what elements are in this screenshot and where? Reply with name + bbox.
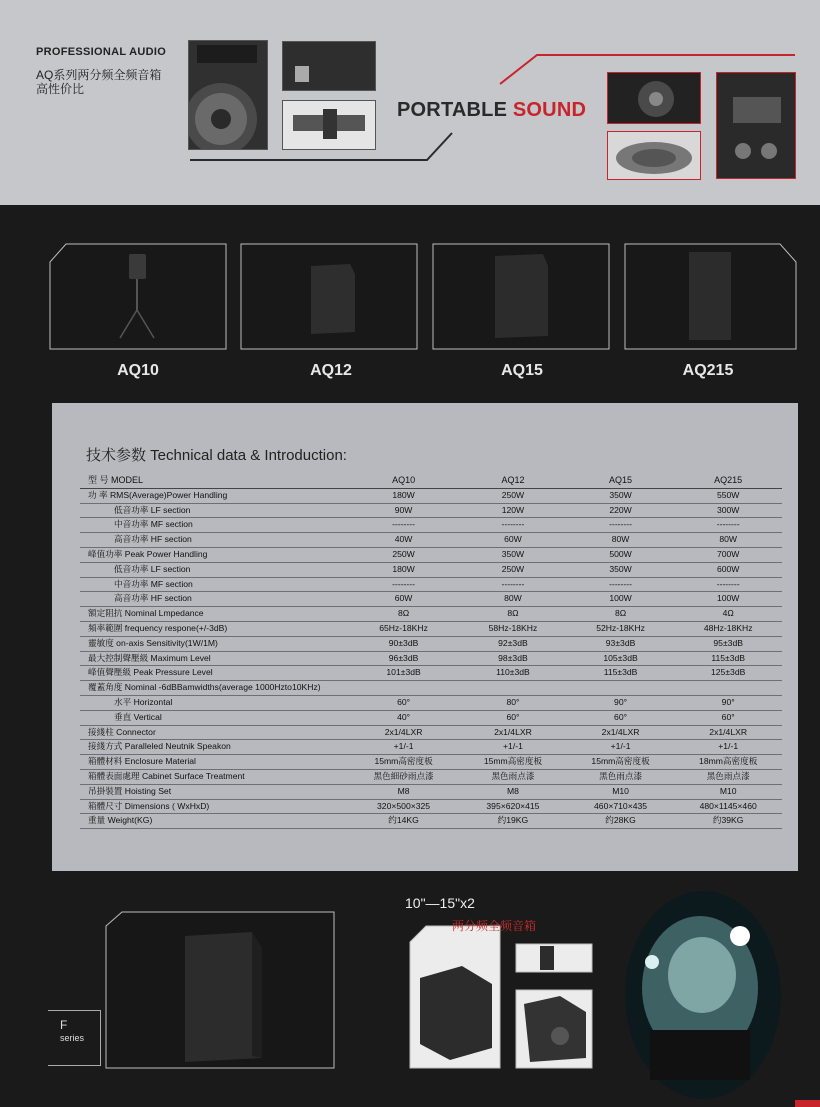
spec-cell: 80W	[674, 533, 782, 548]
spec-row-label: 低音功率 LF section	[80, 562, 348, 577]
spec-cell: 125±3dB	[674, 666, 782, 681]
spec-cell: 600W	[674, 562, 782, 577]
spec-row	[80, 547, 782, 562]
spec-row-label: 最大控制聲壓級 Maximum Level	[80, 651, 348, 666]
spec-row-label: 水平 Horizontal	[80, 695, 348, 710]
spec-cell: 90W	[348, 503, 459, 518]
spec-cell: 约14KG	[348, 814, 459, 829]
spec-row	[80, 636, 782, 651]
product-label-aq215: AQ215	[682, 362, 734, 379]
series-word: series	[60, 1033, 85, 1043]
spec-cell: 黑色雨点漆	[674, 769, 782, 784]
spec-cell: 96±3dB	[348, 651, 459, 666]
spec-cell: 100W	[674, 592, 782, 607]
spec-cell: 80W	[567, 533, 675, 548]
series-subtitle: AQ系列两分频全频音箱	[36, 68, 162, 82]
spec-header-col: AQ10	[348, 474, 459, 488]
series-letter: F	[60, 1018, 68, 1032]
spec-cell: 60°	[348, 695, 459, 710]
spec-cell: 18mm高密度板	[674, 755, 782, 770]
spec-cell: 350W	[459, 547, 567, 562]
spec-cell: M8	[459, 784, 567, 799]
spec-row	[80, 621, 782, 636]
spec-row-label: 箱體尺寸 Dimensions ( WxHxD)	[80, 799, 348, 814]
spec-cell: 250W	[459, 562, 567, 577]
spec-cell: 250W	[459, 488, 567, 503]
spec-cell: 92±3dB	[459, 636, 567, 651]
spec-header-col: AQ215	[674, 474, 782, 488]
spec-row	[80, 695, 782, 710]
spec-cell: 2x1/4LXR	[674, 725, 782, 740]
spec-cell: 2x1/4LXR	[459, 725, 567, 740]
spec-row	[80, 681, 782, 696]
product-frames	[0, 0, 820, 400]
spec-cell	[567, 681, 675, 696]
spec-row	[80, 784, 782, 799]
spec-cell: 60°	[567, 710, 675, 725]
spec-row	[80, 488, 782, 503]
spec-cell: 180W	[348, 562, 459, 577]
spec-header-model: 型 号 MODEL	[80, 474, 348, 488]
spec-cell: +1/-1	[459, 740, 567, 755]
spec-row-label: 中音功率 MF section	[80, 518, 348, 533]
spec-row	[80, 607, 782, 622]
spec-row-label: 覆蓋角度 Nominal -6dBBamwidths(average 1000Hzto10KHz)	[80, 681, 348, 696]
product-label-aq12: AQ12	[310, 362, 352, 379]
two-way-caption: 两分频全频音箱	[452, 919, 537, 933]
spec-cell: 93±3dB	[567, 636, 675, 651]
product-label-aq10: AQ10	[117, 362, 159, 379]
spec-cell: 65Hz-18KHz	[348, 621, 459, 636]
spec-cell: M10	[567, 784, 675, 799]
spec-row	[80, 666, 782, 681]
spec-cell: 300W	[674, 503, 782, 518]
spec-row-label: 峰值功率 Peak Power Handling	[80, 547, 348, 562]
spec-cell: --------	[567, 518, 675, 533]
spec-row-label: 箱體表面處理 Cabinet Surface Treatment	[80, 769, 348, 784]
spec-row-label: 高音功率 HF section	[80, 592, 348, 607]
spec-row-label: 垂直 Vertical	[80, 710, 348, 725]
spec-cell: 60°	[674, 710, 782, 725]
spec-cell: 180W	[348, 488, 459, 503]
spec-row	[80, 577, 782, 592]
spec-cell: 100W	[567, 592, 675, 607]
spec-row-label: 頻率範圍 frequency respone(+/-3dB)	[80, 621, 348, 636]
spec-cell: 15mm高密度板	[348, 755, 459, 770]
spec-row	[80, 799, 782, 814]
driver-size-text: 10"—15"x2	[405, 895, 475, 911]
spec-row-label: 低音功率 LF section	[80, 503, 348, 518]
tagline-portable: PORTABLE	[397, 99, 508, 121]
spec-cell: --------	[459, 518, 567, 533]
spec-cell	[348, 681, 459, 696]
spec-row	[80, 592, 782, 607]
spec-cell: +1/-1	[674, 740, 782, 755]
spec-cell: 90°	[674, 695, 782, 710]
spec-cell: +1/-1	[567, 740, 675, 755]
product-label-aq15: AQ15	[501, 362, 543, 379]
brand-title: PROFESSIONAL AUDIO	[36, 46, 167, 58]
spec-row-label: 重量 Weight(KG)	[80, 814, 348, 829]
spec-row-label: 箱體材料 Enclosure Material	[80, 755, 348, 770]
spec-cell: 98±3dB	[459, 651, 567, 666]
spec-cell: 黑色雨点漆	[459, 769, 567, 784]
spec-cell: 250W	[348, 547, 459, 562]
spec-cell: --------	[674, 577, 782, 592]
spec-cell: 4Ω	[674, 607, 782, 622]
spec-cell: --------	[459, 577, 567, 592]
spec-cell: 95±3dB	[674, 636, 782, 651]
bottom-frames	[0, 880, 820, 1107]
spec-table	[80, 474, 782, 829]
spec-row	[80, 740, 782, 755]
spec-cell: 60W	[348, 592, 459, 607]
value-subtitle: 高性价比	[36, 82, 85, 96]
spec-cell: 120W	[459, 503, 567, 518]
spec-cell: 15mm高密度板	[459, 755, 567, 770]
spec-cell: 115±3dB	[567, 666, 675, 681]
spec-cell: 约19KG	[459, 814, 567, 829]
spec-cell: 黑色細砂雨点漆	[348, 769, 459, 784]
spec-header-col: AQ15	[567, 474, 675, 488]
spec-cell: 黑色雨点漆	[567, 769, 675, 784]
spec-cell: +1/-1	[348, 740, 459, 755]
spec-row	[80, 533, 782, 548]
spec-cell: 52Hz-18KHz	[567, 621, 675, 636]
spec-header-row	[80, 474, 782, 488]
spec-cell: M10	[674, 784, 782, 799]
spec-cell: 395×620×415	[459, 799, 567, 814]
spec-row	[80, 725, 782, 740]
spec-cell: 8Ω	[459, 607, 567, 622]
spec-cell: M8	[348, 784, 459, 799]
spec-cell: 350W	[567, 562, 675, 577]
spec-row	[80, 518, 782, 533]
tagline-sound: SOUND	[512, 99, 587, 121]
spec-cell: --------	[674, 518, 782, 533]
spec-row-label: 吊掛裝置 Hoisting Set	[80, 784, 348, 799]
spec-cell: 220W	[567, 503, 675, 518]
spec-row	[80, 651, 782, 666]
spec-row-label: 接綫柱 Connector	[80, 725, 348, 740]
spec-cell	[674, 681, 782, 696]
spec-row-label: 高音功率 HF section	[80, 533, 348, 548]
spec-row	[80, 769, 782, 784]
spec-row	[80, 710, 782, 725]
spec-cell: 105±3dB	[567, 651, 675, 666]
spec-cell: 90°	[567, 695, 675, 710]
spec-row-label: 峰值聲壓級 Peak Pressure Level	[80, 666, 348, 681]
spec-cell: 2x1/4LXR	[348, 725, 459, 740]
spec-row	[80, 755, 782, 770]
spec-row-label: 功 率 RMS(Average)Power Handling	[80, 488, 348, 503]
spec-cell: 15mm高密度板	[567, 755, 675, 770]
spec-cell: 48Hz-18KHz	[674, 621, 782, 636]
spec-cell: 约39KG	[674, 814, 782, 829]
spec-row-label: 靈敏度 on-axis Sensitivity(1W/1M)	[80, 636, 348, 651]
spec-cell: 550W	[674, 488, 782, 503]
spec-cell: 2x1/4LXR	[567, 725, 675, 740]
spec-cell: 110±3dB	[459, 666, 567, 681]
tech-data-title: 技术参数 Technical data & Introduction:	[86, 447, 347, 464]
spec-cell: 700W	[674, 547, 782, 562]
spec-cell: 460×710×435	[567, 799, 675, 814]
spec-cell: 40W	[348, 533, 459, 548]
spec-cell: 480×1145×460	[674, 799, 782, 814]
spec-cell: 115±3dB	[674, 651, 782, 666]
spec-cell: 8Ω	[348, 607, 459, 622]
spec-cell: 90±3dB	[348, 636, 459, 651]
spec-cell: 80°	[459, 695, 567, 710]
spec-cell: --------	[348, 518, 459, 533]
spec-row	[80, 562, 782, 577]
spec-cell: 60W	[459, 533, 567, 548]
spec-row-label: 額定阻抗 Nominal Lmpedance	[80, 607, 348, 622]
spec-cell: 8Ω	[567, 607, 675, 622]
spec-row-label: 接綫方式 Paralleled Neutnik Speakon	[80, 740, 348, 755]
spec-cell: 320×500×325	[348, 799, 459, 814]
spec-cell: 101±3dB	[348, 666, 459, 681]
spec-header-col: AQ12	[459, 474, 567, 488]
spec-cell: --------	[567, 577, 675, 592]
spec-row	[80, 814, 782, 829]
spec-cell: 58Hz-18KHz	[459, 621, 567, 636]
spec-cell: 350W	[567, 488, 675, 503]
spec-row	[80, 503, 782, 518]
spec-cell: 60°	[459, 710, 567, 725]
spec-cell: 约28KG	[567, 814, 675, 829]
spec-cell: 40°	[348, 710, 459, 725]
spec-cell: 500W	[567, 547, 675, 562]
spec-cell: 80W	[459, 592, 567, 607]
spec-cell: --------	[348, 577, 459, 592]
spec-row-label: 中音功率 MF section	[80, 577, 348, 592]
spec-cell	[459, 681, 567, 696]
